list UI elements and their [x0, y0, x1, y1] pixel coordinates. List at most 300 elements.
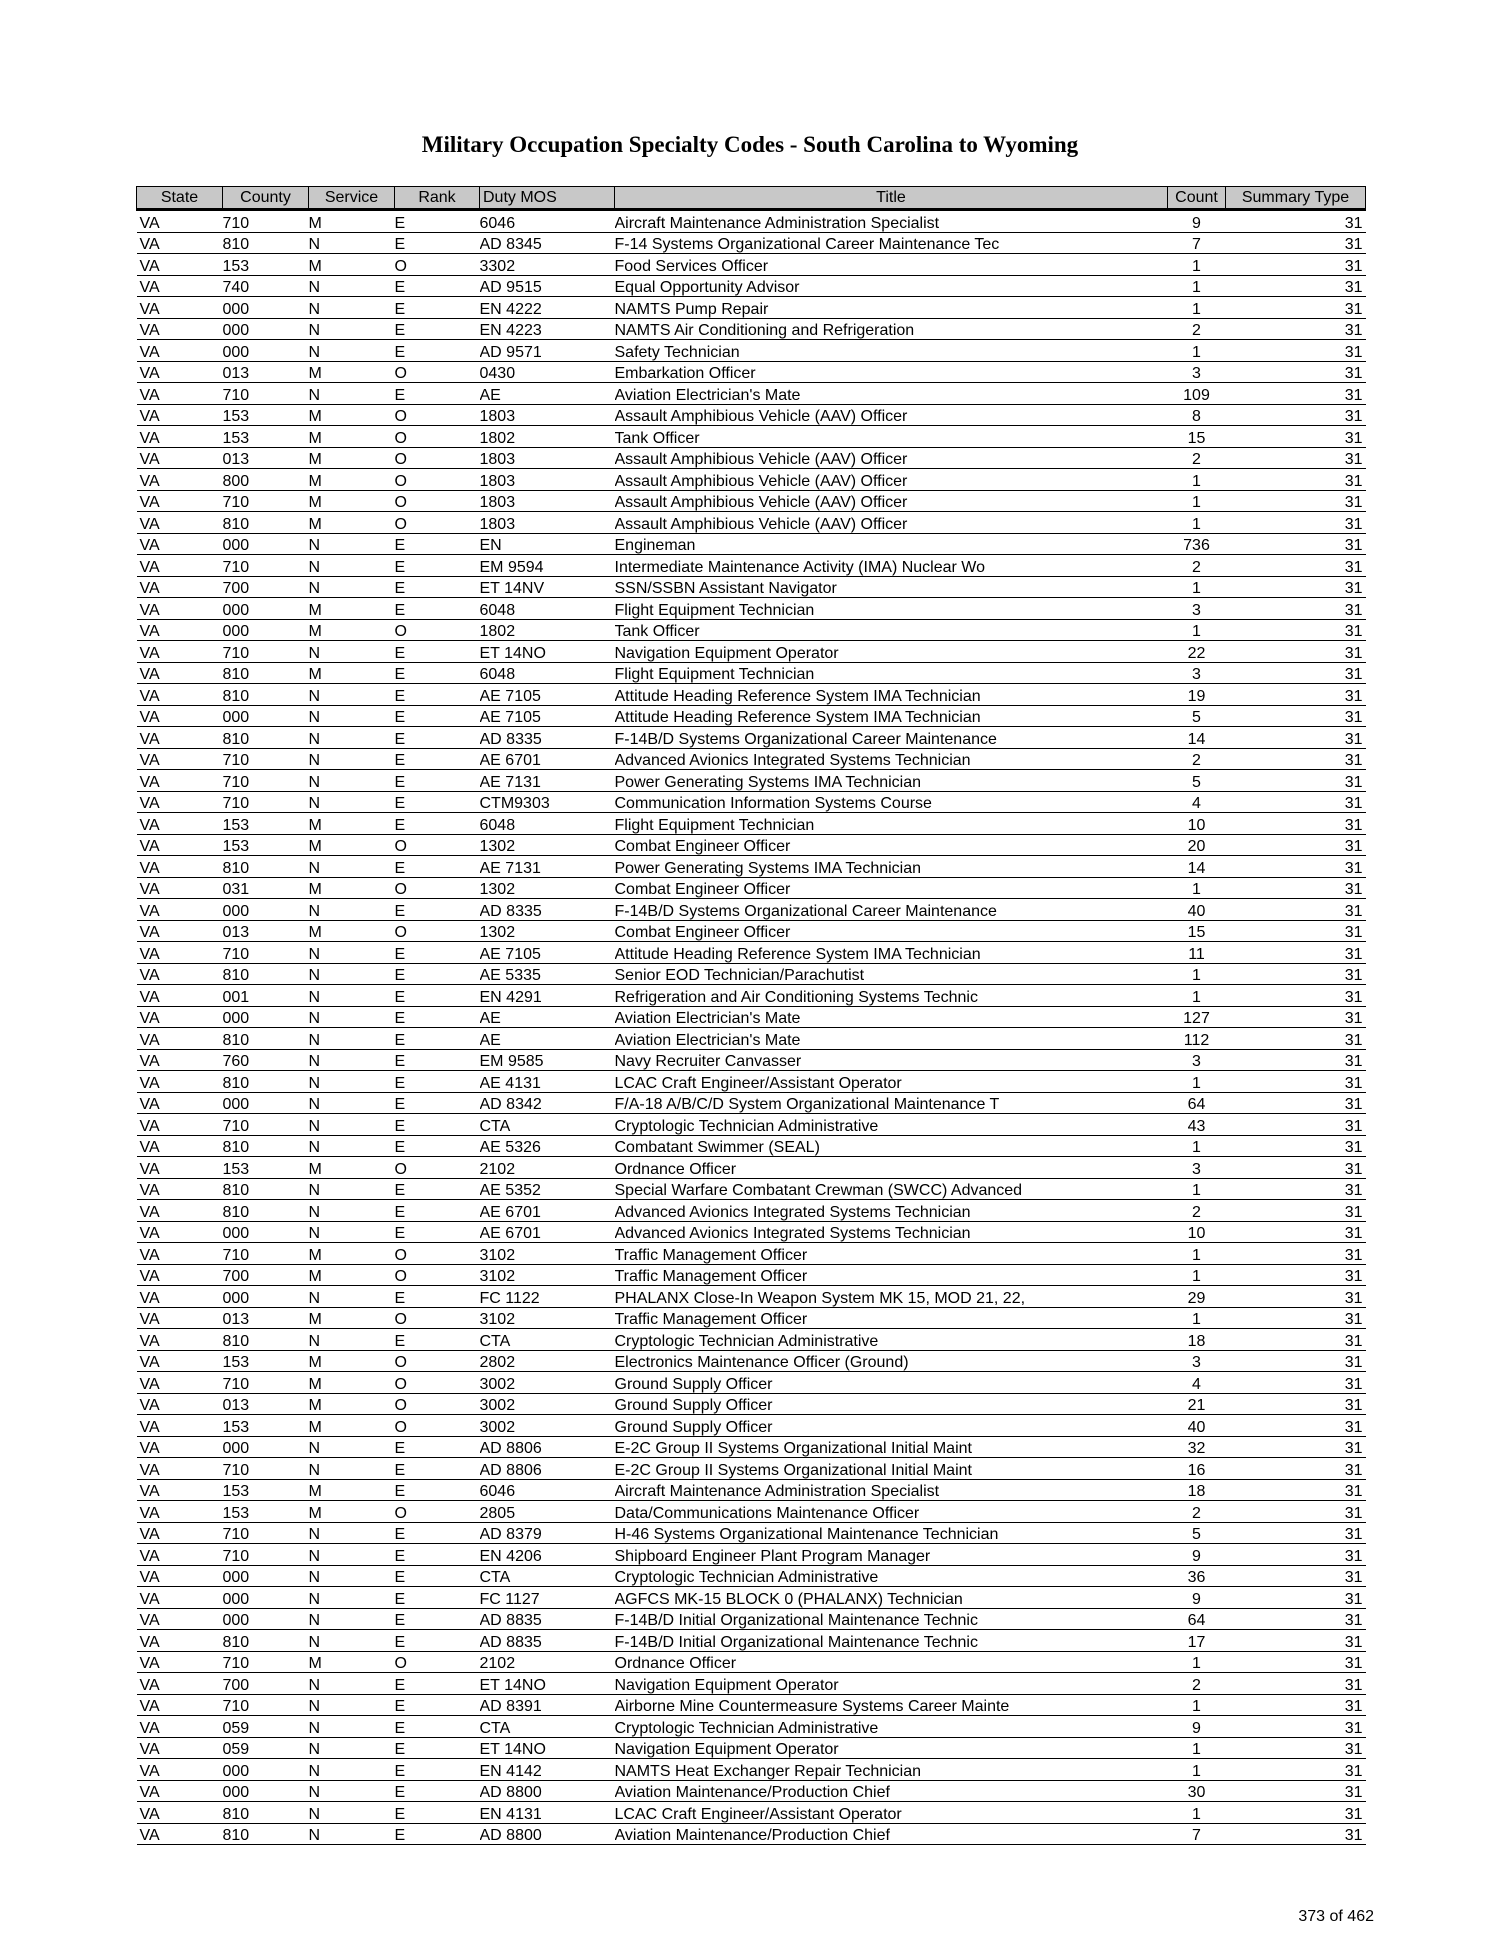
- table-body: [137, 210, 1366, 1845]
- cell-county: 700: [223, 1673, 309, 1695]
- cell-title: Shipboard Engineer Plant Program Manager: [615, 1544, 1168, 1566]
- table-row: [137, 1071, 1366, 1093]
- cell-title: Attitude Heading Reference System IMA Technician: [615, 942, 1168, 964]
- cell-title: Refrigeration and Air Conditioning Systems Technic: [615, 985, 1168, 1007]
- cell-rank: O: [395, 1243, 480, 1265]
- cell-duty-mos: 2802: [480, 1350, 615, 1372]
- cell-state: VA: [137, 1544, 223, 1566]
- cell-state: VA: [137, 1028, 223, 1050]
- cell-county: 810: [223, 1135, 309, 1157]
- col-header-title: Title: [615, 187, 1168, 210]
- cell-state: VA: [137, 340, 223, 362]
- cell-duty-mos: ET 14NO: [480, 1737, 615, 1759]
- table-row: [137, 1200, 1366, 1222]
- cell-summary-type: 31: [1226, 1307, 1366, 1329]
- cell-count: 10: [1168, 813, 1226, 835]
- cell-service: N: [309, 1522, 395, 1544]
- cell-county: 710: [223, 555, 309, 577]
- cell-duty-mos: AD 8335: [480, 727, 615, 749]
- cell-title: Assault Amphibious Vehicle (AAV) Officer: [615, 490, 1168, 512]
- cell-rank: E: [395, 1114, 480, 1136]
- table-row: [137, 1393, 1366, 1415]
- cell-title: Navigation Equipment Operator: [615, 1737, 1168, 1759]
- cell-service: N: [309, 1028, 395, 1050]
- cell-title: Aviation Electrician's Mate: [615, 383, 1168, 405]
- table-row: [137, 1673, 1366, 1695]
- cell-count: 1: [1168, 1264, 1226, 1286]
- cell-county: 153: [223, 834, 309, 856]
- cell-rank: E: [395, 1630, 480, 1652]
- table-row: [137, 1049, 1366, 1071]
- cell-service: N: [309, 1673, 395, 1695]
- cell-count: 22: [1168, 641, 1226, 663]
- cell-count: 1: [1168, 490, 1226, 512]
- cell-state: VA: [137, 1135, 223, 1157]
- cell-service: M: [309, 1307, 395, 1329]
- cell-service: N: [309, 1759, 395, 1781]
- cell-duty-mos: EN 4291: [480, 985, 615, 1007]
- cell-county: 153: [223, 1157, 309, 1179]
- cell-state: VA: [137, 1737, 223, 1759]
- cell-rank: O: [395, 1501, 480, 1523]
- cell-summary-type: 31: [1226, 1630, 1366, 1652]
- cell-county: 710: [223, 1544, 309, 1566]
- cell-count: 1: [1168, 877, 1226, 899]
- cell-summary-type: 31: [1226, 1415, 1366, 1437]
- cell-title: Cryptologic Technician Administrative: [615, 1565, 1168, 1587]
- cell-county: 059: [223, 1737, 309, 1759]
- cell-county: 810: [223, 1028, 309, 1050]
- cell-title: Aviation Maintenance/Production Chief: [615, 1823, 1168, 1845]
- cell-rank: E: [395, 210, 480, 233]
- cell-service: M: [309, 834, 395, 856]
- table-row: [137, 1372, 1366, 1394]
- cell-rank: E: [395, 770, 480, 792]
- table-row: [137, 834, 1366, 856]
- table-row: [137, 899, 1366, 921]
- cell-summary-type: 31: [1226, 662, 1366, 684]
- cell-state: VA: [137, 1264, 223, 1286]
- cell-rank: E: [395, 641, 480, 663]
- cell-state: VA: [137, 791, 223, 813]
- cell-rank: E: [395, 1092, 480, 1114]
- cell-duty-mos: 3002: [480, 1372, 615, 1394]
- cell-rank: E: [395, 727, 480, 749]
- cell-summary-type: 31: [1226, 447, 1366, 469]
- cell-count: 127: [1168, 1006, 1226, 1028]
- table-row: [137, 1006, 1366, 1028]
- cell-duty-mos: 1302: [480, 834, 615, 856]
- cell-state: VA: [137, 1802, 223, 1824]
- table-row: [137, 447, 1366, 469]
- cell-county: 810: [223, 1823, 309, 1845]
- cell-duty-mos: AE 7105: [480, 684, 615, 706]
- table-row: [137, 727, 1366, 749]
- cell-rank: O: [395, 1307, 480, 1329]
- cell-rank: E: [395, 1329, 480, 1351]
- table-row: [137, 942, 1366, 964]
- cell-state: VA: [137, 1780, 223, 1802]
- cell-service: N: [309, 1329, 395, 1351]
- cell-title: Flight Equipment Technician: [615, 662, 1168, 684]
- cell-state: VA: [137, 1694, 223, 1716]
- cell-county: 000: [223, 1006, 309, 1028]
- cell-summary-type: 31: [1226, 684, 1366, 706]
- cell-county: 710: [223, 490, 309, 512]
- cell-service: N: [309, 705, 395, 727]
- cell-summary-type: 31: [1226, 1243, 1366, 1265]
- cell-title: NAMTS Air Conditioning and Refrigeration: [615, 318, 1168, 340]
- cell-title: Flight Equipment Technician: [615, 598, 1168, 620]
- cell-service: N: [309, 1135, 395, 1157]
- cell-title: F-14B/D Initial Organizational Maintenance Technic: [615, 1630, 1168, 1652]
- cell-summary-type: 31: [1226, 1737, 1366, 1759]
- cell-state: VA: [137, 1092, 223, 1114]
- cell-state: VA: [137, 1823, 223, 1845]
- cell-service: N: [309, 1178, 395, 1200]
- table-row: [137, 1651, 1366, 1673]
- cell-state: VA: [137, 383, 223, 405]
- cell-title: Combatant Swimmer (SEAL): [615, 1135, 1168, 1157]
- cell-count: 21: [1168, 1393, 1226, 1415]
- table-row: [137, 684, 1366, 706]
- cell-duty-mos: 1803: [480, 469, 615, 491]
- cell-count: 1: [1168, 512, 1226, 534]
- cell-county: 000: [223, 598, 309, 620]
- cell-duty-mos: AE 6701: [480, 1200, 615, 1222]
- cell-state: VA: [137, 1501, 223, 1523]
- cell-count: 3: [1168, 1157, 1226, 1179]
- table-row: [137, 1737, 1366, 1759]
- cell-county: 810: [223, 1329, 309, 1351]
- cell-summary-type: 31: [1226, 1264, 1366, 1286]
- cell-service: N: [309, 1049, 395, 1071]
- table-row: [137, 383, 1366, 405]
- cell-title: F-14B/D Initial Organizational Maintenance Technic: [615, 1608, 1168, 1630]
- cell-duty-mos: 3002: [480, 1393, 615, 1415]
- table-row: [137, 1802, 1366, 1824]
- cell-count: 20: [1168, 834, 1226, 856]
- cell-count: 43: [1168, 1114, 1226, 1136]
- cell-county: 710: [223, 770, 309, 792]
- cell-title: Navigation Equipment Operator: [615, 1673, 1168, 1695]
- cell-count: 1: [1168, 619, 1226, 641]
- table-row: [137, 469, 1366, 491]
- cell-summary-type: 31: [1226, 705, 1366, 727]
- cell-title: Communication Information Systems Course: [615, 791, 1168, 813]
- cell-duty-mos: AE 7105: [480, 942, 615, 964]
- cell-summary-type: 31: [1226, 1178, 1366, 1200]
- cell-count: 2: [1168, 1200, 1226, 1222]
- table-row: [137, 1759, 1366, 1781]
- cell-title: F-14B/D Systems Organizational Career Maintenance: [615, 899, 1168, 921]
- table-row: [137, 1587, 1366, 1609]
- cell-count: 736: [1168, 533, 1226, 555]
- cell-summary-type: 31: [1226, 297, 1366, 319]
- cell-duty-mos: 1302: [480, 920, 615, 942]
- cell-county: 000: [223, 1286, 309, 1308]
- cell-duty-mos: AE: [480, 1028, 615, 1050]
- cell-summary-type: 31: [1226, 1479, 1366, 1501]
- cell-service: N: [309, 748, 395, 770]
- cell-summary-type: 31: [1226, 1092, 1366, 1114]
- cell-count: 7: [1168, 232, 1226, 254]
- cell-county: 000: [223, 619, 309, 641]
- cell-summary-type: 31: [1226, 1759, 1366, 1781]
- cell-state: VA: [137, 254, 223, 276]
- table-row: [137, 1243, 1366, 1265]
- cell-service: M: [309, 1651, 395, 1673]
- cell-summary-type: 31: [1226, 490, 1366, 512]
- cell-county: 000: [223, 1780, 309, 1802]
- cell-county: 710: [223, 1458, 309, 1480]
- table-row: [137, 490, 1366, 512]
- cell-county: 000: [223, 1092, 309, 1114]
- cell-state: VA: [137, 1372, 223, 1394]
- cell-duty-mos: AE 7131: [480, 770, 615, 792]
- cell-service: N: [309, 1286, 395, 1308]
- cell-count: 1: [1168, 963, 1226, 985]
- cell-title: Ordnance Officer: [615, 1651, 1168, 1673]
- cell-county: 810: [223, 512, 309, 534]
- cell-title: Ground Supply Officer: [615, 1415, 1168, 1437]
- cell-summary-type: 31: [1226, 1393, 1366, 1415]
- cell-county: 153: [223, 1415, 309, 1437]
- cell-summary-type: 31: [1226, 1350, 1366, 1372]
- cell-service: M: [309, 512, 395, 534]
- cell-rank: O: [395, 469, 480, 491]
- cell-rank: E: [395, 662, 480, 684]
- cell-service: M: [309, 210, 395, 233]
- cell-rank: E: [395, 598, 480, 620]
- cell-county: 000: [223, 1759, 309, 1781]
- cell-rank: O: [395, 1157, 480, 1179]
- cell-title: Food Services Officer: [615, 254, 1168, 276]
- cell-county: 710: [223, 1114, 309, 1136]
- cell-state: VA: [137, 985, 223, 1007]
- cell-county: 000: [223, 318, 309, 340]
- cell-county: 810: [223, 1200, 309, 1222]
- cell-duty-mos: AE 5326: [480, 1135, 615, 1157]
- cell-duty-mos: 6048: [480, 662, 615, 684]
- cell-county: 710: [223, 942, 309, 964]
- cell-count: 9: [1168, 1587, 1226, 1609]
- cell-service: N: [309, 1802, 395, 1824]
- cell-state: VA: [137, 297, 223, 319]
- cell-service: N: [309, 1587, 395, 1609]
- table-row: [137, 1135, 1366, 1157]
- table-row: [137, 705, 1366, 727]
- cell-rank: E: [395, 1759, 480, 1781]
- col-header-county: County: [223, 187, 309, 210]
- cell-summary-type: 31: [1226, 1200, 1366, 1222]
- cell-rank: E: [395, 1479, 480, 1501]
- cell-summary-type: 31: [1226, 1587, 1366, 1609]
- cell-service: M: [309, 1415, 395, 1437]
- table-row: [137, 1415, 1366, 1437]
- cell-summary-type: 31: [1226, 1802, 1366, 1824]
- cell-state: VA: [137, 1673, 223, 1695]
- cell-county: 000: [223, 1436, 309, 1458]
- cell-service: N: [309, 942, 395, 964]
- table-row: [137, 662, 1366, 684]
- cell-duty-mos: 2102: [480, 1651, 615, 1673]
- cell-summary-type: 31: [1226, 641, 1366, 663]
- cell-title: Tank Officer: [615, 619, 1168, 641]
- cell-count: 1: [1168, 254, 1226, 276]
- cell-count: 3: [1168, 1350, 1226, 1372]
- cell-duty-mos: AD 8806: [480, 1458, 615, 1480]
- cell-state: VA: [137, 361, 223, 383]
- cell-state: VA: [137, 1415, 223, 1437]
- cell-state: VA: [137, 1006, 223, 1028]
- table-row: [137, 1479, 1366, 1501]
- cell-duty-mos: AE: [480, 383, 615, 405]
- cell-count: 4: [1168, 1372, 1226, 1394]
- table-row: [137, 1286, 1366, 1308]
- cell-state: VA: [137, 877, 223, 899]
- cell-duty-mos: AD 8391: [480, 1694, 615, 1716]
- table-row: [137, 748, 1366, 770]
- cell-summary-type: 31: [1226, 404, 1366, 426]
- cell-service: M: [309, 1372, 395, 1394]
- cell-county: 000: [223, 533, 309, 555]
- table-row: [137, 1716, 1366, 1738]
- cell-title: E-2C Group II Systems Organizational Initial Maint: [615, 1436, 1168, 1458]
- cell-summary-type: 31: [1226, 318, 1366, 340]
- cell-rank: E: [395, 275, 480, 297]
- cell-state: VA: [137, 1565, 223, 1587]
- cell-rank: E: [395, 1006, 480, 1028]
- cell-service: N: [309, 1716, 395, 1738]
- cell-state: VA: [137, 1479, 223, 1501]
- cell-title: Aircraft Maintenance Administration Specialist: [615, 210, 1168, 233]
- cell-rank: O: [395, 619, 480, 641]
- cell-rank: O: [395, 447, 480, 469]
- cell-count: 1: [1168, 1071, 1226, 1093]
- table-row: [137, 1565, 1366, 1587]
- cell-duty-mos: AD 8800: [480, 1823, 615, 1845]
- cell-summary-type: 31: [1226, 1565, 1366, 1587]
- cell-summary-type: 31: [1226, 232, 1366, 254]
- cell-title: Traffic Management Officer: [615, 1264, 1168, 1286]
- cell-county: 810: [223, 1071, 309, 1093]
- cell-rank: E: [395, 1522, 480, 1544]
- cell-rank: E: [395, 985, 480, 1007]
- col-header-rank: Rank: [395, 187, 480, 210]
- cell-duty-mos: AD 8835: [480, 1630, 615, 1652]
- table-row: [137, 1694, 1366, 1716]
- table-row: [137, 1780, 1366, 1802]
- cell-service: N: [309, 1823, 395, 1845]
- cell-duty-mos: 6048: [480, 598, 615, 620]
- cell-count: 4: [1168, 791, 1226, 813]
- cell-state: VA: [137, 641, 223, 663]
- cell-duty-mos: EN 4206: [480, 1544, 615, 1566]
- cell-title: Power Generating Systems IMA Technician: [615, 856, 1168, 878]
- cell-county: 000: [223, 899, 309, 921]
- cell-duty-mos: AE 4131: [480, 1071, 615, 1093]
- cell-service: N: [309, 1630, 395, 1652]
- cell-title: PHALANX Close-In Weapon System MK 15, MOD 21, 22,: [615, 1286, 1168, 1308]
- cell-rank: E: [395, 533, 480, 555]
- cell-duty-mos: EN 4222: [480, 297, 615, 319]
- cell-rank: E: [395, 1673, 480, 1695]
- cell-service: M: [309, 404, 395, 426]
- cell-title: F-14B/D Systems Organizational Career Maintenance: [615, 727, 1168, 749]
- cell-state: VA: [137, 1329, 223, 1351]
- cell-county: 153: [223, 404, 309, 426]
- cell-service: N: [309, 1436, 395, 1458]
- cell-duty-mos: ET 14NV: [480, 576, 615, 598]
- cell-county: 153: [223, 1501, 309, 1523]
- cell-summary-type: 31: [1226, 1071, 1366, 1093]
- cell-state: VA: [137, 963, 223, 985]
- cell-count: 64: [1168, 1092, 1226, 1114]
- cell-count: 1: [1168, 297, 1226, 319]
- cell-count: 18: [1168, 1479, 1226, 1501]
- cell-duty-mos: 3102: [480, 1264, 615, 1286]
- table-row: [137, 576, 1366, 598]
- cell-summary-type: 31: [1226, 1716, 1366, 1738]
- cell-count: 29: [1168, 1286, 1226, 1308]
- cell-service: N: [309, 1221, 395, 1243]
- cell-rank: O: [395, 1415, 480, 1437]
- cell-rank: E: [395, 1135, 480, 1157]
- cell-service: N: [309, 1780, 395, 1802]
- cell-summary-type: 31: [1226, 1286, 1366, 1308]
- cell-count: 10: [1168, 1221, 1226, 1243]
- cell-count: 9: [1168, 1544, 1226, 1566]
- cell-summary-type: 31: [1226, 1823, 1366, 1845]
- cell-rank: E: [395, 1178, 480, 1200]
- cell-count: 17: [1168, 1630, 1226, 1652]
- cell-duty-mos: ET 14NO: [480, 641, 615, 663]
- cell-summary-type: 31: [1226, 210, 1366, 233]
- cell-rank: O: [395, 254, 480, 276]
- table-row: [137, 770, 1366, 792]
- cell-service: N: [309, 1694, 395, 1716]
- cell-rank: E: [395, 1823, 480, 1845]
- table-row: [137, 791, 1366, 813]
- table-header-row: [137, 187, 1366, 210]
- cell-rank: E: [395, 1544, 480, 1566]
- cell-count: 1: [1168, 1135, 1226, 1157]
- table-row: [137, 318, 1366, 340]
- table-row: [137, 877, 1366, 899]
- cell-duty-mos: 1802: [480, 426, 615, 448]
- cell-title: Combat Engineer Officer: [615, 834, 1168, 856]
- cell-state: VA: [137, 856, 223, 878]
- cell-count: 8: [1168, 404, 1226, 426]
- cell-duty-mos: EN 4131: [480, 1802, 615, 1824]
- cell-count: 30: [1168, 1780, 1226, 1802]
- table-row: [137, 1501, 1366, 1523]
- cell-county: 810: [223, 1630, 309, 1652]
- cell-rank: E: [395, 340, 480, 362]
- cell-rank: E: [395, 318, 480, 340]
- cell-title: NAMTS Heat Exchanger Repair Technician: [615, 1759, 1168, 1781]
- cell-duty-mos: 2805: [480, 1501, 615, 1523]
- table-row: [137, 275, 1366, 297]
- cell-county: 013: [223, 447, 309, 469]
- cell-duty-mos: 3002: [480, 1415, 615, 1437]
- cell-service: N: [309, 1200, 395, 1222]
- cell-rank: E: [395, 1071, 480, 1093]
- cell-duty-mos: 1802: [480, 619, 615, 641]
- cell-count: 1: [1168, 340, 1226, 362]
- cell-rank: E: [395, 1049, 480, 1071]
